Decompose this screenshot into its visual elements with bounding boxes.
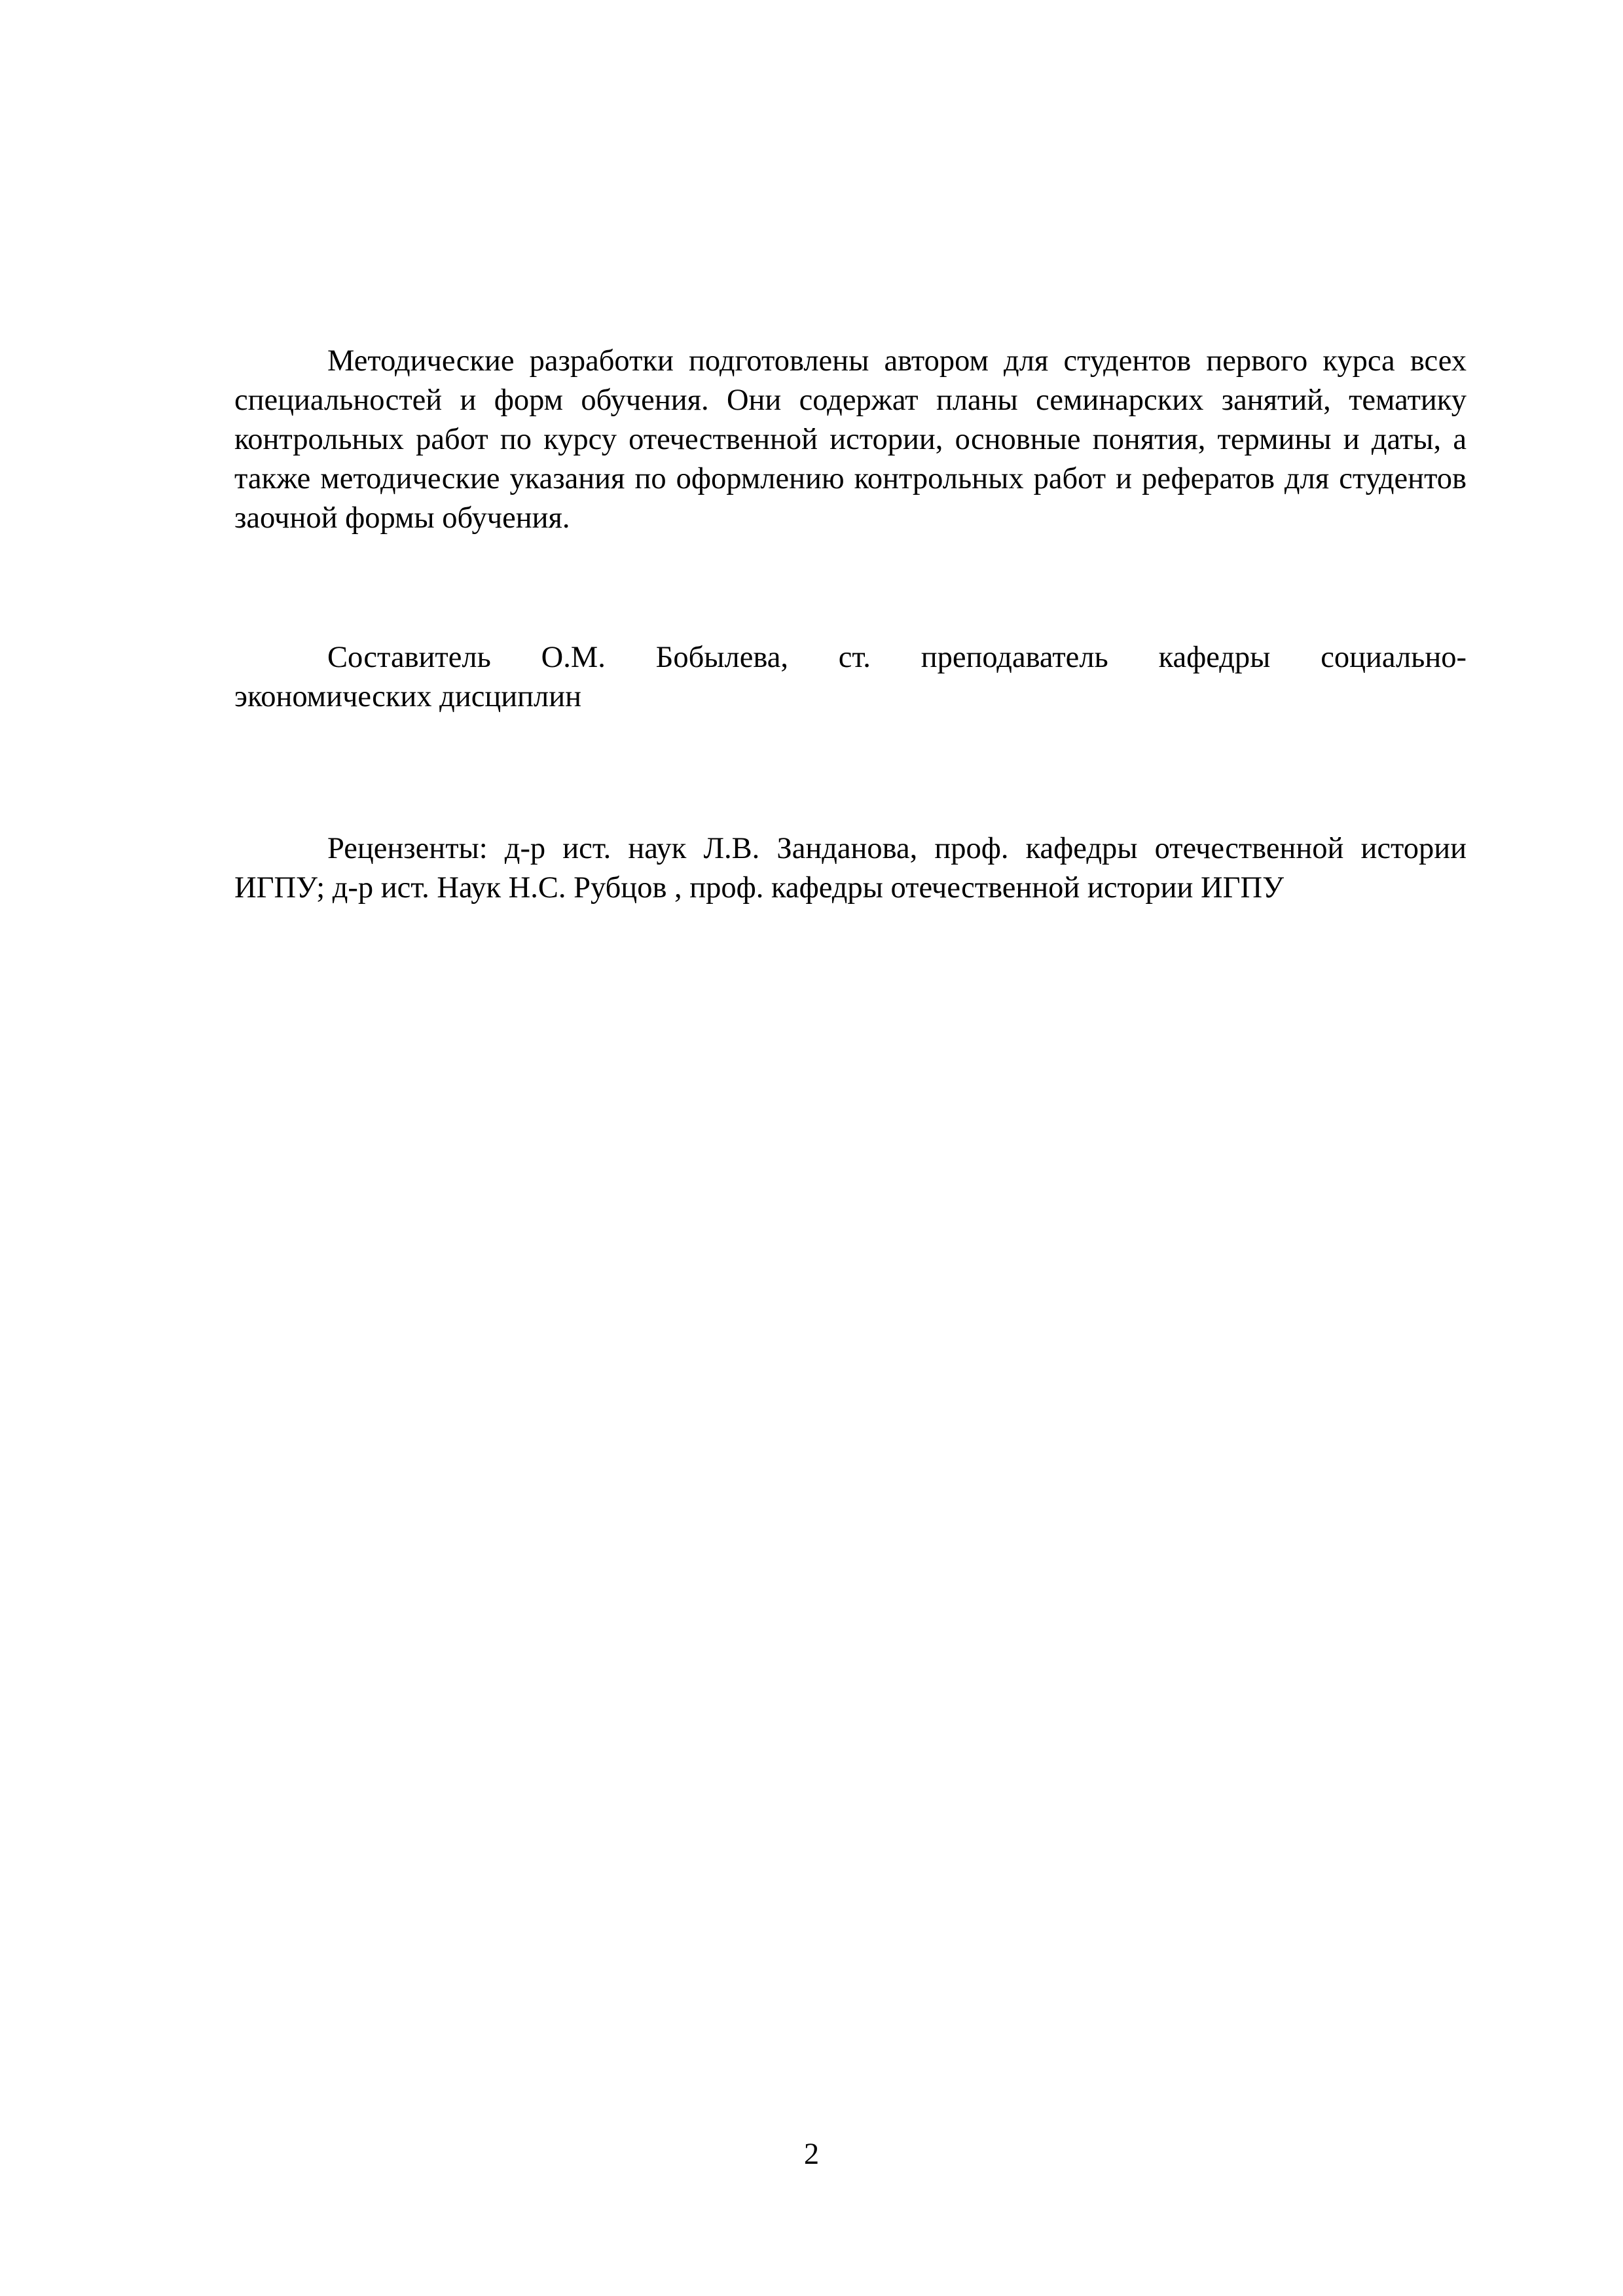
compiler-first-line	[234, 638, 1467, 677]
compiler-word: Составитель	[327, 641, 491, 674]
compiler-word: преподаватель	[921, 641, 1108, 674]
reviewers-paragraph: Рецензенты: д-р ист. наук Л.В. Занданова, проф. кафедры отечественной истории ИГПУ; д-р ист. Наук Н.С. Рубцов , проф. кафедры отечественной истории ИГПУ	[234, 832, 1467, 905]
compiler-word: Бобылева,	[655, 641, 788, 674]
compiler-paragraph	[234, 638, 1467, 717]
compiler-word: ст.	[838, 641, 871, 674]
compiler-word: кафедры	[1158, 641, 1271, 674]
compiler-continuation: экономических дисциплин	[234, 680, 581, 713]
compiler-word: социально-	[1321, 641, 1467, 674]
annotation-paragraph: Методические разработки подготовлены автором для студентов первого курса всех специальностей и форм обучения. Они содержат планы семинарских занятий, тематику контрольных работ по курсу отечественной истории, основные понятия, термины и даты, а также методические указания по оформлению контрольных работ и рефератов для студентов заочной формы обучения.	[234, 344, 1467, 535]
page-number: 2	[803, 2138, 820, 2171]
compiler-word: О.М.	[541, 641, 606, 674]
